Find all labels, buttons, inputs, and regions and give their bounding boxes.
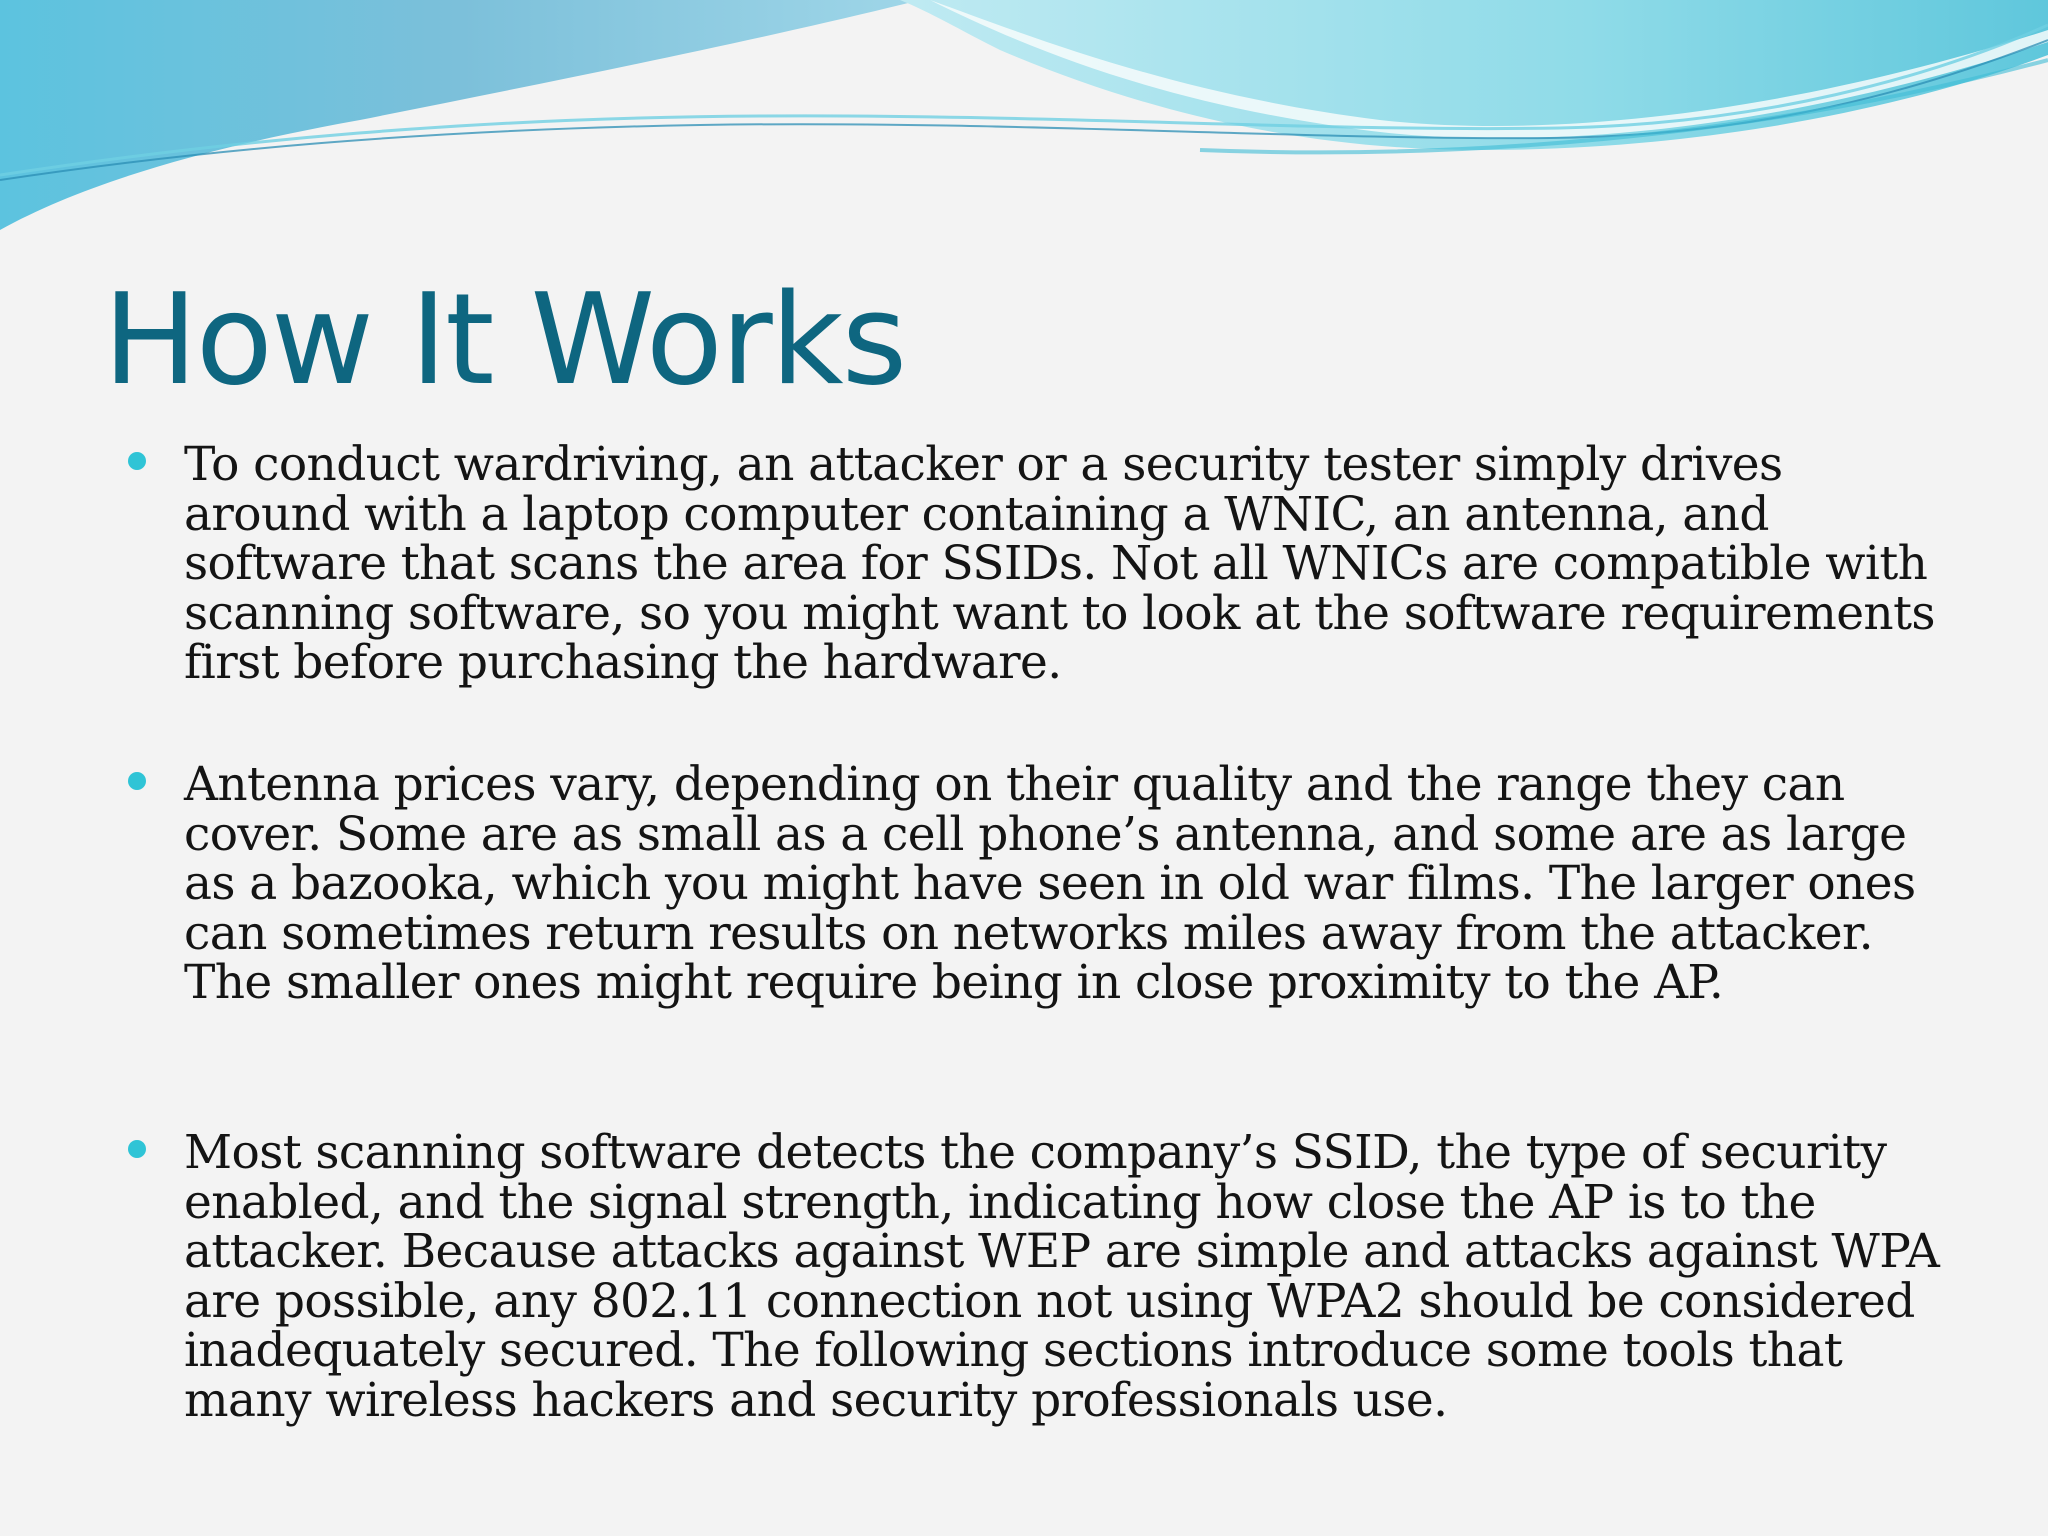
bullet-text: Most scanning software detects the company’s SSID, the type of security enabled, and the signal strength, indicating how close the AP is to the attacker. Because attacks against WEP are simple and attacks against WPA are possible, any 802.11 connection not using WPA2 should be considered inadequately secured. The following sections introduce some tools that many wireless hackers and security professionals use.	[184, 1125, 1940, 1428]
bullet-dot-icon	[128, 772, 146, 790]
bullet-dot-icon	[128, 1140, 146, 1158]
bullet-text: Antenna prices vary, depending on their quality and the range they can cover. Some are as small as a cell phone’s antenna, and some are as large as a bazooka, which you might have seen in old war films. The larger ones can sometimes return results on networks miles away from the attacker. The smaller ones might require being in close proximity to the AP.	[184, 757, 1916, 1010]
slide-title: How It Works	[103, 266, 906, 413]
bullet-text: To conduct wardriving, an attacker or a security tester simply drives around with a laptop computer containing a WNIC, an antenna, and software that scans the area for SSIDs. Not all WNICs are compatible with scanning software, so you might want to look at the software requirements first before purchasing the hardware.	[184, 437, 1935, 690]
header-wave-decoration	[0, 0, 2048, 240]
bullet-dot-icon	[128, 452, 146, 470]
